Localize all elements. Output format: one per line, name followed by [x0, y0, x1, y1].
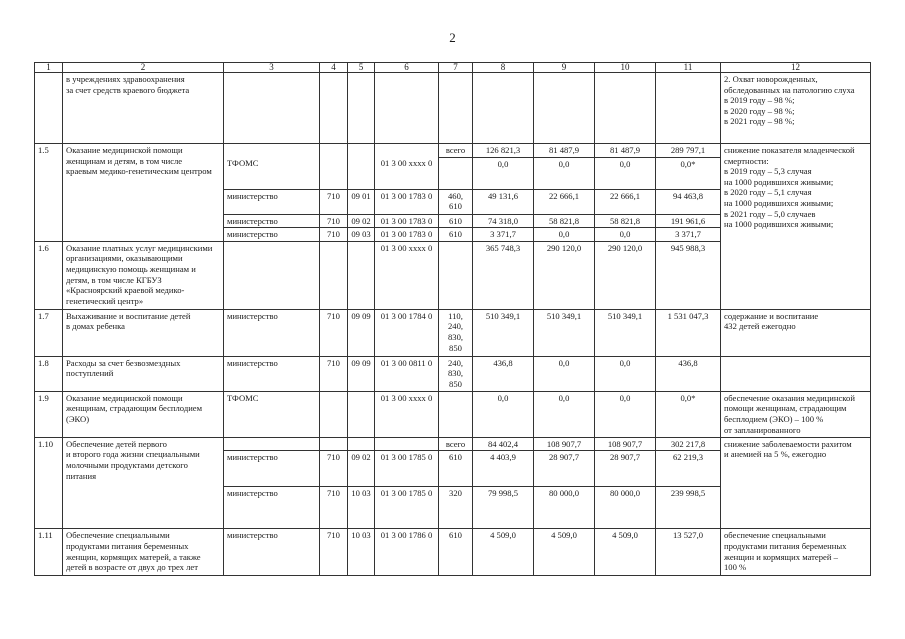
value-2019: 126 821,3: [473, 144, 534, 158]
value-2019: 436,8: [473, 356, 534, 391]
table-row: [35, 144, 871, 158]
grbs-code: 710: [320, 189, 348, 214]
col-header: 12: [721, 63, 871, 73]
value-2019: 49 131,6: [473, 189, 534, 214]
value-2021: 108 907,7: [595, 437, 656, 451]
table-row: [35, 73, 871, 144]
value-total: 0,0*: [656, 157, 721, 189]
col-header: 5: [348, 63, 375, 73]
value-2020: 80 000,0: [534, 487, 595, 529]
row-number: 1.7: [35, 309, 63, 356]
target-article: 01 3 00 xxxx 0: [375, 157, 439, 189]
target-article: 01 3 00 1786 0: [375, 529, 439, 576]
row-number: 1.6: [35, 241, 63, 309]
value-2021: 80 000,0: [595, 487, 656, 529]
target-article: 01 3 00 xxxx 0: [375, 241, 439, 309]
activity-name: Оказание медицинской помощи женщинам, страдающим бесплодием (ЭКО): [63, 391, 224, 437]
section-code: 09 02: [348, 214, 375, 228]
expense-type: 240, 830, 850: [439, 356, 473, 391]
target-article: 01 3 00 1785 0: [375, 487, 439, 529]
value-2019: 3 371,7: [473, 228, 534, 242]
value-2020: 4 509,0: [534, 529, 595, 576]
value-2020: 510 349,1: [534, 309, 595, 356]
activity-name: Обеспечение детей первого и второго года жизни специальными молочными продуктами детского питания: [63, 437, 224, 529]
value-2021: 0,0: [595, 356, 656, 391]
value-2019: 0,0: [473, 391, 534, 437]
value-2019: 510 349,1: [473, 309, 534, 356]
col-header: 4: [320, 63, 348, 73]
value-2020: 0,0: [534, 157, 595, 189]
grbs-code: 710: [320, 309, 348, 356]
section-code: 10 03: [348, 487, 375, 529]
value-total: 94 463,8: [656, 189, 721, 214]
program-activities-table: [34, 62, 871, 576]
col-header: 11: [656, 63, 721, 73]
value-2021: 81 487,9: [595, 144, 656, 158]
responsible-org: министерство: [224, 309, 320, 356]
page-number: 2: [449, 30, 456, 45]
value-2021: 0,0: [595, 157, 656, 189]
value-total: 13 527,0: [656, 529, 721, 576]
value-2021: 28 907,7: [595, 451, 656, 487]
section-code: 09 02: [348, 451, 375, 487]
section-code: 09 03: [348, 228, 375, 242]
target-article: 01 3 00 1783 0: [375, 214, 439, 228]
value-2020: 290 120,0: [534, 241, 595, 309]
value-2020: 58 821,8: [534, 214, 595, 228]
target-article: 01 3 00 1783 0: [375, 189, 439, 214]
expected-result: снижение заболеваемости рахитом и анемией на 5 %, ежегодно: [721, 437, 871, 529]
expense-type: 610: [439, 214, 473, 228]
value-total: 239 998,5: [656, 487, 721, 529]
value-total: 945 988,3: [656, 241, 721, 309]
expense-type: 610: [439, 228, 473, 242]
value-2020: 0,0: [534, 391, 595, 437]
value-2019: 4 509,0: [473, 529, 534, 576]
value-total: 191 961,6: [656, 214, 721, 228]
value-2019: 365 748,3: [473, 241, 534, 309]
col-header: 10: [595, 63, 656, 73]
value-2021: 58 821,8: [595, 214, 656, 228]
value-2020: 22 666,1: [534, 189, 595, 214]
value-total: 436,8: [656, 356, 721, 391]
section-code: 10 03: [348, 529, 375, 576]
table-row: [35, 437, 871, 451]
value-2021: 22 666,1: [595, 189, 656, 214]
value-2021: 0,0: [595, 228, 656, 242]
value-total: 1 531 047,3: [656, 309, 721, 356]
value-2019: 79 998,5: [473, 487, 534, 529]
target-article: 01 3 00 0811 0: [375, 356, 439, 391]
value-2020: 0,0: [534, 228, 595, 242]
responsible-org: министерство: [224, 529, 320, 576]
target-article: 01 3 00 1785 0: [375, 451, 439, 487]
table-row: [35, 309, 871, 356]
value-total: 0,0*: [656, 391, 721, 437]
grbs-code: 710: [320, 228, 348, 242]
value-2021: 4 509,0: [595, 529, 656, 576]
value-2020: 108 907,7: [534, 437, 595, 451]
expense-type: всего: [439, 144, 473, 158]
responsible-org: министерство: [224, 487, 320, 529]
activity-name: Обеспечение специальными продуктами питания беременных женщин, кормящих матерей, а также детей в возрасте от двух до трех лет: [63, 529, 224, 576]
grbs-code: 710: [320, 451, 348, 487]
value-2020: 28 907,7: [534, 451, 595, 487]
value-total: 289 797,1: [656, 144, 721, 158]
table-row: [35, 391, 871, 437]
responsible-org: министерство: [224, 214, 320, 228]
value-2020: 81 487,9: [534, 144, 595, 158]
expense-type: 460, 610: [439, 189, 473, 214]
row-number: 1.11: [35, 529, 63, 576]
section-code: 09 01: [348, 189, 375, 214]
value-2021: 510 349,1: [595, 309, 656, 356]
table-row: [35, 529, 871, 576]
activity-name: Выхаживание и воспитание детей в домах ребенка: [63, 309, 224, 356]
activity-name: Оказание платных услуг медицинскими организациями, оказывающими медицинскую помощь женщинам и детям, в том числе КГБУЗ «Красноярский краевой медико- генетический центр»: [63, 241, 224, 309]
responsible-org: министерство: [224, 189, 320, 214]
grbs-code: 710: [320, 214, 348, 228]
expected-result: 2. Охват новорожденных, обследованных на патологию слуха в 2019 году – 98 %; в 2020 году – 98 %; в 2021 году – 98 %;: [721, 73, 871, 144]
target-article: 01 3 00 1783 0: [375, 228, 439, 242]
responsible-org: ТФОМС: [224, 391, 320, 437]
expense-type: 320: [439, 487, 473, 529]
col-header: 7: [439, 63, 473, 73]
activity-name: Оказание медицинской помощи женщинам и детям, в том числе краевым медико-генетическим центром: [63, 144, 224, 242]
value-2021: 0,0: [595, 391, 656, 437]
value-total: 3 371,7: [656, 228, 721, 242]
value-2019: 4 403,9: [473, 451, 534, 487]
col-header: 1: [35, 63, 63, 73]
value-2019: 74 318,0: [473, 214, 534, 228]
value-total: 62 219,3: [656, 451, 721, 487]
row-number: 1.5: [35, 144, 63, 242]
activity-name: Расходы за счет безвозмездных поступлений: [63, 356, 224, 391]
column-number-row: [35, 63, 871, 73]
value-2020: 0,0: [534, 356, 595, 391]
expected-result: обеспечение оказания медицинской помощи женщинам, страдающим бесплодием (ЭКО) – 100 % от запланированного: [721, 391, 871, 437]
col-header: 3: [224, 63, 320, 73]
row-number: 1.10: [35, 437, 63, 529]
grbs-code: 710: [320, 529, 348, 576]
expense-type: 610: [439, 529, 473, 576]
row-number: 1.9: [35, 391, 63, 437]
expected-result: обеспечение специальными продуктами питания беременных женщин и кормящих матерей – 100 %: [721, 529, 871, 576]
activity-name: в учреждениях здравоохранения за счет средств краевого бюджета: [63, 73, 224, 144]
col-header: 8: [473, 63, 534, 73]
value-total: 302 217,8: [656, 437, 721, 451]
table-row: [35, 356, 871, 391]
col-header: 2: [63, 63, 224, 73]
expected-result: содержание и воспитание 432 детей ежегодно: [721, 309, 871, 356]
col-header: 6: [375, 63, 439, 73]
value-2019: 0,0: [473, 157, 534, 189]
value-2021: 290 120,0: [595, 241, 656, 309]
responsible-org: министерство: [224, 451, 320, 487]
expense-type: 610: [439, 451, 473, 487]
target-article: 01 3 00 xxxx 0: [375, 391, 439, 437]
responsible-org: министерство: [224, 228, 320, 242]
target-article: 01 3 00 1784 0: [375, 309, 439, 356]
grbs-code: 710: [320, 487, 348, 529]
col-header: 9: [534, 63, 595, 73]
value-2019: 84 402,4: [473, 437, 534, 451]
expected-result: снижение показателя младенческой смертности: в 2019 году – 5,3 случая на 1000 родившихся живыми; в 2020 году – 5,1 случая на 1000 родившихся живыми; в 2021 году – 5,0 случаев на 1000 родившихся живыми;: [721, 144, 871, 310]
section-code: 09 09: [348, 309, 375, 356]
section-code: 09 09: [348, 356, 375, 391]
expense-type: 110, 240, 830, 850: [439, 309, 473, 356]
responsible-org: ТФОМС: [224, 157, 320, 189]
grbs-code: 710: [320, 356, 348, 391]
row-number: 1.8: [35, 356, 63, 391]
expense-type: всего: [439, 437, 473, 451]
responsible-org: министерство: [224, 356, 320, 391]
